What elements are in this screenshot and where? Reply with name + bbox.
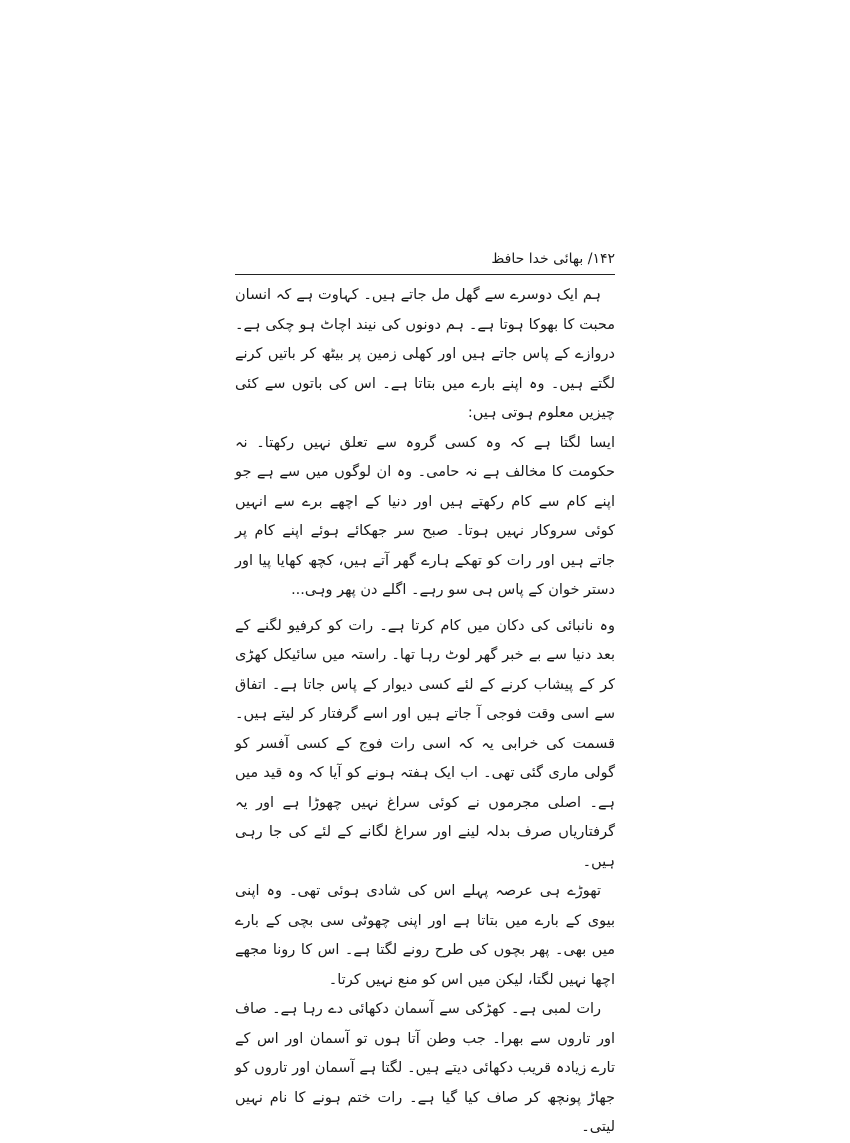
paragraph-2: ایسا لگتا ہے کہ وہ کسی گروہ سے تعلق نہیں رکھتا۔ نہ حکومت کا مخالف ہے نہ حامی۔ وہ ان لوگوں میں سے ہے جو اپنے کام سے کام رکھتے ہیں اور دنیا کے اچھے برے سے انہیں کوئی سروکار نہیں ہوتا۔ صبح سر جھکائے ہوئے اپنے کام پر جاتے ہیں اور رات کو تھکے ہارے گھر آتے ہیں، کچھ کھایا پیا اور دستر خوان کے پاس ہی سو رہے۔ اگلے دن پھر وہی... xyxy=(235,434,615,598)
book-page xyxy=(235,250,615,1143)
paragraph-3: وہ نانبائی کی دکان میں کام کرتا ہے۔ رات کو کرفیو لگنے کے بعد دنیا سے بے خبر گھر لوٹ رہا تھا۔ راستہ میں سائیکل کھڑی کر کے پیشاب کرنے کے لئے کسی دیوار کے پاس جاتا ہے۔ اتفاق سے اسی وقت فوجی آ جاتے ہیں اور اسے گرفتار کر لیتے ہیں۔ قسمت کی خرابی یہ کہ اسی رات فوج کے کسی آفسر کو گولی ماری گئی تھی۔ اب ایک ہفتہ ہونے کو آیا کہ وہ قید میں ہے۔ اصلی مجرموں نے کوئی سراغ نہیں چھوڑا ہے اور یہ گرفتاریاں صرف بدلہ لینے اور سراغ لگانے کے لئے کی جا رہی ہیں۔ xyxy=(235,617,615,870)
paragraph-5: رات لمبی ہے۔ کھڑکی سے آسمان دکھائی دے رہا ہے۔ صاف اور تاروں سے بھرا۔ جب وطن آتا ہوں تو آسمان اور اس کے تارے زیادہ قریب دکھائی دیتے ہیں۔ لگتا ہے آسمان اور تاروں کو جھاڑ پونچھ کر صاف کیا گیا ہے۔ رات ختم ہونے کا نام نہیں لیتی۔ xyxy=(235,1001,615,1135)
running-head: ۱۴۲/ بھائی خدا حافظ xyxy=(235,250,615,275)
paragraph-1: ہم ایک دوسرے سے گھل مل جاتے ہیں۔ کہاوت ہے کہ انسان محبت کا بھوکا ہوتا ہے۔ ہم دونوں کی نیند اچاٹ ہو چکی ہے۔ دروازے کے پاس جاتے ہیں اور کھلی زمین پر بیٹھ کر باتیں کرنے لگتے ہیں۔ وہ اپنے بارے میں بتاتا ہے۔ اس کی باتوں سے کئی چیزیں معلوم ہوتی ہیں: xyxy=(235,287,615,421)
paragraph-4: تھوڑے ہی عرصہ پہلے اس کی شادی ہوئی تھی۔ وہ اپنی بیوی کے بارے میں بتاتا ہے اور اپنی چھوٹی سی بچی کے بارے میں بھی۔ پھر بچوں کی طرح رونے لگتا ہے۔ اس کا رونا مجھے اچھا نہیں لگتا، لیکن میں اس کو منع نہیں کرتا۔ xyxy=(235,883,615,988)
